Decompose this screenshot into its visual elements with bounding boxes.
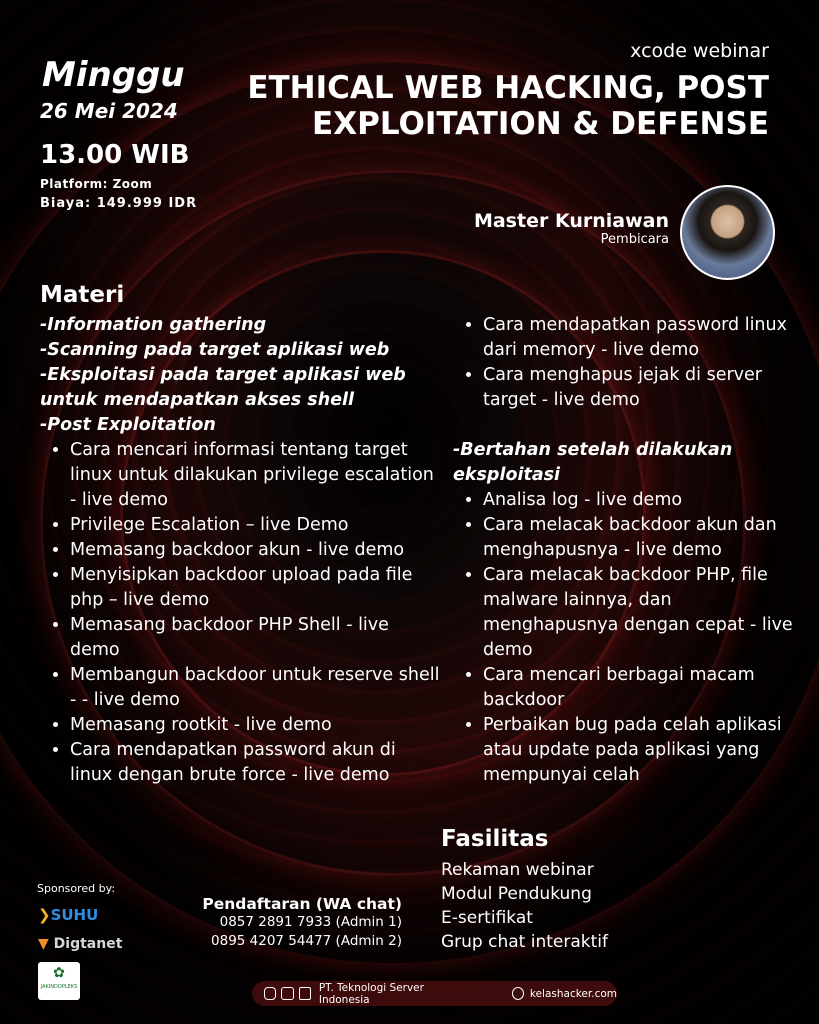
list-item: • Cara mendapatkan password akun di linux dengan brute force - live demo (70, 738, 440, 788)
registration-phone1[interactable]: 0857 2891 7933 (Admin 1) (219, 914, 402, 930)
linkedin-icon[interactable] (299, 987, 311, 1000)
topic-post-exploitation: -Post Exploitation (40, 415, 216, 435)
event-title (209, 70, 769, 142)
post-exploitation-list-cont (453, 313, 793, 413)
list-item: • Memasang backdoor akun - live demo (70, 538, 440, 563)
list-item: • Cara mendapatkan password linux dari memory - live demo (483, 313, 793, 363)
topic-scanning: -Scanning pada target aplikasi web (40, 340, 390, 360)
suhu-arrow-icon: ❯ (38, 906, 51, 924)
list-item: • Privilege Escalation – live Demo (70, 513, 440, 538)
post-exploitation-list (40, 438, 440, 788)
sponsor-name: JAKINDOPLEKS (40, 984, 78, 990)
sponsor-logo-suhu (38, 906, 98, 924)
event-time: 13.00 WIB (40, 140, 190, 170)
list-item: Rekaman webinar (441, 860, 594, 880)
materi-heading: Materi (40, 282, 125, 308)
list-item: • Cara melacak backdoor akun dan menghapusnya - live demo (483, 513, 793, 563)
registration-block (202, 895, 402, 951)
speaker-role: Pembicara (600, 232, 669, 247)
list-item: • Membangun backdoor untuk reserve shell - - live demo (70, 663, 440, 713)
list-item: • Analisa log - live demo (483, 488, 793, 513)
topic-information-gathering: -Information gathering (40, 315, 267, 335)
materi-left-column (40, 313, 440, 788)
list-item: • Memasang backdoor PHP Shell - live demo (70, 613, 440, 663)
globe-icon (512, 987, 524, 1000)
speaker-name: Master Kurniawan (473, 210, 669, 232)
footer-bar (252, 981, 617, 1006)
list-item: • Menyisipkan backdoor upload pada file php – live demo (70, 563, 440, 613)
list-item: • Cara melacak backdoor PHP, file malware lainnya, dan menghapusnya dengan cepat - live demo (483, 563, 793, 663)
youtube-icon[interactable] (281, 987, 293, 1000)
topic-defense: -Bertahan setelah dilakukan eksploitasi (453, 440, 733, 485)
footer-company: PT. Teknologi Server Indonesia (318, 981, 424, 1006)
event-platform: Platform: Zoom (40, 177, 153, 191)
fasilitas-list (441, 858, 608, 954)
list-item: • Cara menghapus jejak di server target - live demo (483, 363, 793, 413)
list-item: • Perbaikan bug pada celah aplikasi atau update pada aplikasi yang mempunyai celah (483, 713, 793, 788)
event-date: 26 Mei 2024 (40, 99, 178, 123)
list-item: • Memasang rootkit - live demo (70, 713, 440, 738)
footer-website[interactable]: kelashacker.com (529, 987, 618, 1000)
sponsor-name: SUHU (50, 906, 99, 924)
list-item: • Cara mencari informasi tentang target linux untuk dilakukan privilege escalation - live demo (70, 438, 440, 513)
defense-list (453, 488, 793, 788)
list-item: • Cara mencari berbagai macam backdoor (483, 663, 793, 713)
event-day: Minggu (42, 55, 185, 95)
sponsor-logo-third (38, 962, 80, 1000)
brand-label: xcode webinar (630, 40, 769, 62)
list-item: E-sertifikat (441, 908, 533, 928)
sponsors-label: Sponsored by: (37, 882, 116, 895)
event-title-line1: ETHICAL WEB HACKING, POST (247, 70, 769, 106)
instagram-icon[interactable] (264, 987, 276, 1000)
registration-heading: Pendaftaran (WA chat) (202, 895, 402, 913)
fasilitas-heading: Fasilitas (441, 826, 549, 852)
list-item: Modul Pendukung (441, 884, 592, 904)
sponsor-logo-digtanet (38, 936, 122, 952)
topic-exploitation: -Eksploitasi pada target aplikasi web untuk mendapatkan akses shell (40, 365, 406, 410)
sponsor-name: Digtanet (53, 936, 123, 952)
leaf-icon: ✿ (53, 965, 65, 981)
digtanet-arrow-icon: ▼ (38, 936, 49, 952)
event-title-line2: EXPLOITATION & DEFENSE (312, 106, 769, 142)
speaker-avatar (680, 185, 775, 280)
list-item: Grup chat interaktif (441, 932, 608, 952)
registration-phone2[interactable]: 0895 4207 54477 (Admin 2) (211, 933, 402, 949)
event-cost: Biaya: 149.999 IDR (40, 196, 198, 211)
materi-right-column (453, 313, 793, 788)
